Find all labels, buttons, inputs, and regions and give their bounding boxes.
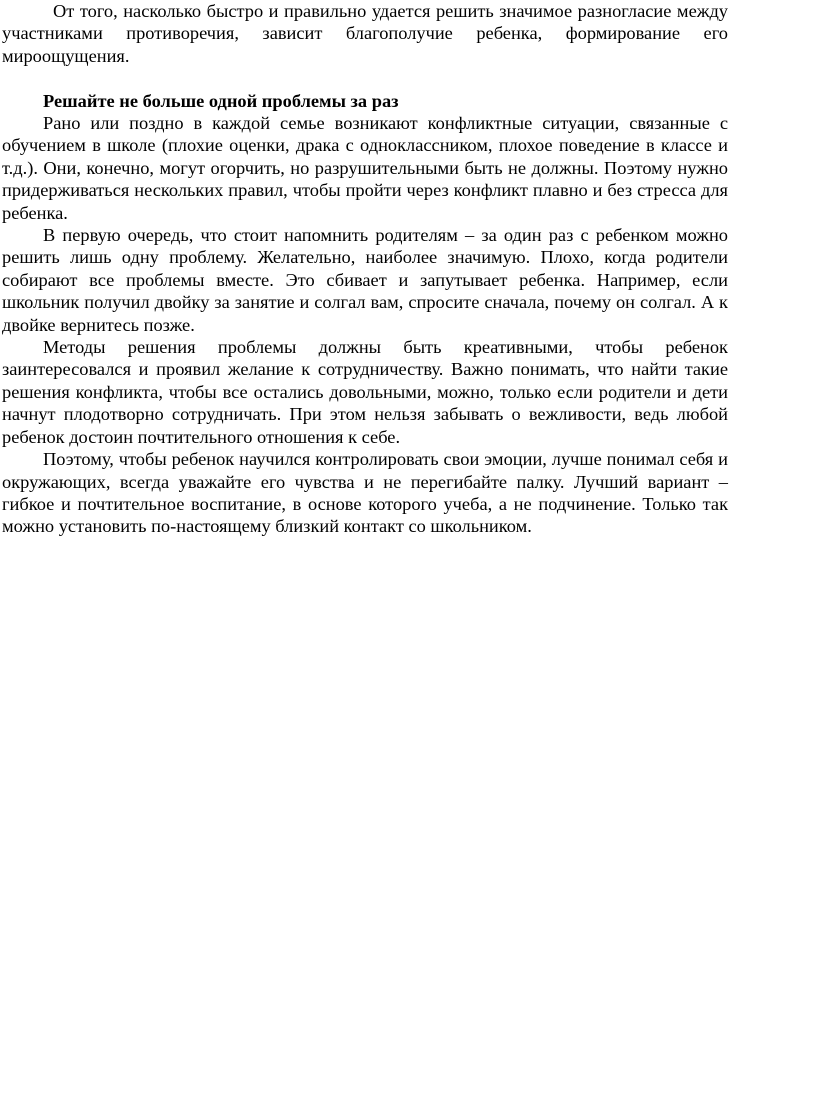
section-heading: Решайте не больше одной проблемы за раз [43, 90, 399, 111]
paragraph-spacer [2, 67, 728, 89]
document-page [2, 0, 728, 538]
body-paragraph-4: Поэтому, чтобы ребенок научился контролировать свои эмоции, лучше понимал себя и окружающих, всегда уважайте его чувства и не перегибайте палку. Лучший вариант – гибкое и почтительное воспитание, в основе которого учеба, а не подчинение. Только так можно установить по-настоящему близкий контакт со школьником. [2, 449, 728, 537]
body-paragraph-3: Методы решения проблемы должны быть креативными, чтобы ребенок заинтересовался и проявил желание к сотрудничеству. Важно понимать, что найти такие решения конфликта, чтобы все остались довольными, можно, только если родители и дети начнут плодотворно сотрудничать. При этом нельзя забывать о вежливости, ведь любой ребенок достоин почтительного отношения к себе. [2, 337, 728, 447]
body-paragraph-1: Рано или поздно в каждой семье возникают конфликтные ситуации, связанные с обучением в школе (плохие оценки, драка с одноклассником, плохое поведение в классе и т.д.). Они, конечно, могут огорчить, но разрушительными быть не должны. Поэтому нужно придерживаться нескольких правил, чтобы пройти через конфликт плавно и без стресса для ребенка. [2, 113, 728, 223]
intro-paragraph: От того, насколько быстро и правильно удается решить значимое разногласие между участниками противоречия, зависит благополучие ребенка, формирование его мироощущения. [2, 1, 728, 66]
body-paragraph-2: В первую очередь, что стоит напомнить родителям – за один раз с ребенком можно решить лишь одну проблему. Желательно, наиболее значимую. Плохо, когда родители собирают все проблемы вместе. Это сбивает и запутывает ребенка. Например, если школьник получил двойку за занятие и солгал вам, спросите сначала, почему он солгал. А к двойке вернитесь позже. [2, 225, 728, 335]
